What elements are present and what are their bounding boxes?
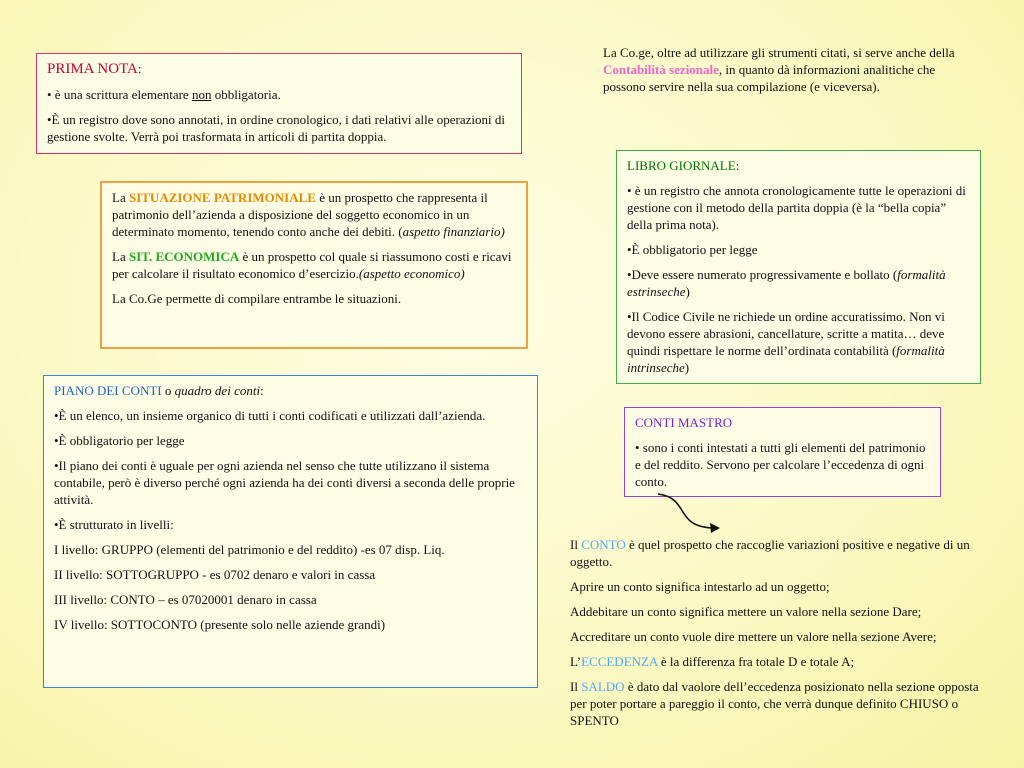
piano-title-o: o bbox=[161, 383, 175, 398]
situazione-economica-paragraph bbox=[112, 248, 516, 282]
formalita-estrinseche: formalità estrinseche bbox=[627, 267, 946, 299]
conti-mastro-box bbox=[624, 407, 941, 497]
conto-term: CONTO bbox=[581, 537, 626, 552]
prima-nota-title bbox=[47, 60, 511, 78]
prima-nota-point-2: •È un registro dove sono annotati, in ordine cronologico, i dati relativi alle operazioni di gestione svolte. Verrà poi trasformata in articoli di partita doppia. bbox=[47, 112, 505, 144]
intro-paragraph bbox=[603, 44, 963, 95]
piano-item: •È obbligatorio per legge bbox=[54, 433, 185, 448]
prima-nota-p1-after: obbligatoria. bbox=[211, 87, 281, 102]
conto-p1-text: è quel prospetto che raccoglie variazioni positive e negative di un oggetto. bbox=[570, 537, 970, 569]
saldo-text: è dato dal vaolore dell’eccedenza posizionato nella sezione opposta per poter portare a pareggio il conto, che verrà dunque definito CHIUSO o SPENTO bbox=[570, 679, 979, 728]
prima-nota-p1-before: • è una scrittura elementare bbox=[47, 87, 192, 102]
prima-nota-title-text: PRIMA NOTA bbox=[47, 61, 138, 77]
libro-point-4 bbox=[627, 308, 970, 376]
sit-p2-prefix: La bbox=[112, 249, 129, 264]
saldo-prefix: Il bbox=[570, 679, 582, 694]
intro-text bbox=[603, 44, 963, 103]
saldo-definition bbox=[570, 678, 988, 729]
aspetto-finanziario-note: aspetto finanziario) bbox=[402, 224, 505, 239]
libro-point-2: •È obbligatorio per legge bbox=[627, 242, 758, 257]
piano-item: •È strutturato in livelli: bbox=[54, 517, 174, 532]
libro-p3-close: ) bbox=[685, 284, 690, 299]
piano-level-1: I livello: GRUPPO (elementi del patrimonio e del reddito) -es 07 disp. Liq. bbox=[54, 542, 445, 557]
sit-economica-term: SIT. ECONOMICA bbox=[128, 249, 240, 264]
prima-nota-p1-underlined: non bbox=[191, 87, 212, 102]
sit-p2-text: è un prospetto col quale si riassumono costi e ricavi per calcolare il risultato economico d’esercizio. bbox=[112, 249, 512, 281]
prima-nota-title-colon: : bbox=[137, 61, 142, 76]
quadro-dei-conti-text: quadro dei conti bbox=[174, 383, 261, 398]
saldo-term: SALDO bbox=[581, 679, 625, 694]
prima-nota-box bbox=[36, 53, 522, 154]
intro-text-after: , in quanto dà informazioni analitiche che possono servire nella sua compilazione (e viceversa). bbox=[603, 62, 936, 94]
situazione-patrimoniale-term: SITUAZIONE PATRIMONIALE bbox=[128, 190, 316, 205]
eccedenza-text: è la differenza fra totale D e totale A; bbox=[657, 654, 855, 669]
libro-p3-text: •Deve essere numerato progressivamente e bollato ( bbox=[627, 267, 898, 282]
prima-nota-point-1 bbox=[47, 86, 511, 103]
eccedenza-prefix: L’ bbox=[570, 654, 582, 669]
intro-text-before: La Co.ge, oltre ad utilizzare gli strumenti citati, si serve anche della bbox=[603, 45, 955, 60]
piano-item: •È un elenco, un insieme organico di tutti i conti codificati e utilizzati dall’azienda. bbox=[54, 408, 486, 423]
situazione-patrimoniale-paragraph bbox=[112, 189, 516, 240]
piano-level-4: IV livello: SOTTOCONTO (presente solo nelle aziende grandi) bbox=[54, 617, 386, 632]
mastro-point-1: • sono i conti intestati a tutti gli elementi del patrimonio e del reddito. Servono per calcolare l’eccedenza di ogni conto. bbox=[635, 440, 926, 489]
conto-definition bbox=[570, 536, 988, 570]
libro-point-3 bbox=[627, 266, 970, 300]
mastro-title: CONTI MASTRO bbox=[635, 415, 733, 430]
conto-p1-prefix: Il bbox=[570, 537, 582, 552]
contabilita-sezionale-term: Contabilità sezionale bbox=[603, 62, 719, 77]
sit-p1-text: è un prospetto che rappresenta il patrimonio dell’azienda a disposizione del soggetto economico in un determinato momento, tenendo conto anche dei debiti. ( bbox=[112, 190, 488, 239]
aprire-conto: Aprire un conto significa intestarlo ad un oggetto; bbox=[570, 579, 830, 594]
piano-title bbox=[54, 382, 527, 399]
formalita-intrinseche: formalità intrinseche bbox=[627, 343, 945, 375]
libro-title-text: LIBRO GIORNALE bbox=[627, 158, 736, 173]
piano-title-text: PIANO DEI CONTI bbox=[54, 383, 162, 398]
eccedenza-definition bbox=[570, 653, 988, 670]
coge-paragraph: La Co.Ge permette di compilare entrambe le situazioni. bbox=[112, 291, 402, 306]
libro-point-1: • è un registro che annota cronologicamente tutte le operazioni di gestione con il metodo della partita doppia (è la “bella copia” della prima nota). bbox=[627, 183, 966, 232]
eccedenza-term: ECCEDENZA bbox=[581, 654, 658, 669]
piano-level-3: III livello: CONTO – es 07020001 denaro in cassa bbox=[54, 592, 317, 607]
curved-arrow-icon bbox=[650, 490, 730, 540]
situazione-box bbox=[100, 181, 528, 349]
libro-title bbox=[627, 157, 970, 174]
accreditare-conto: Accreditare un conto vuole dire mettere un valore nella sezione Avere; bbox=[570, 629, 937, 644]
piano-level-2: II livello: SOTTOGRUPPO - es 0702 denaro e valori in cassa bbox=[54, 567, 376, 582]
libro-p4-close: ) bbox=[684, 360, 690, 375]
libro-title-colon: : bbox=[735, 158, 740, 173]
addebitare-conto: Addebitare un conto significa mettere un valore nella sezione Dare; bbox=[570, 604, 922, 619]
piano-dei-conti-box bbox=[43, 375, 538, 688]
piano-item: •Il piano dei conti è uguale per ogni azienda nel senso che tutte utilizzano il sistema contabile, però è diverso perché ogni azienda ha dei conti diversi a seconda delle proprie attività. bbox=[54, 458, 515, 507]
piano-title-colon: : bbox=[260, 383, 264, 398]
sit-p1-prefix: La bbox=[112, 190, 129, 205]
libro-p4-text: •Il Codice Civile ne richiede un ordine accuratissimo. Non vi devono essere abrasioni, cancellature, scritte a matita… deve quindi rispettare le norme dell’ordinata contabilità ( bbox=[627, 309, 945, 358]
aspetto-economico-note: (aspetto economico) bbox=[358, 266, 465, 281]
conto-text bbox=[570, 536, 988, 737]
libro-giornale-box bbox=[616, 150, 981, 384]
